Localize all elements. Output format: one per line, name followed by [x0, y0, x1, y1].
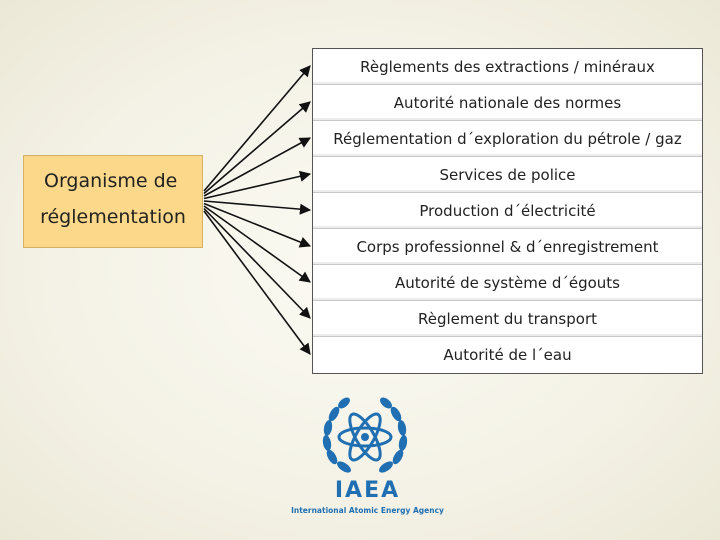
iaea-acronym: IAEA — [334, 478, 401, 503]
target-oil-gas-regulation: Réglementation d´exploration du pétrole / gaz — [313, 121, 702, 157]
iaea-full-name: International Atomic Energy Agency — [291, 506, 444, 515]
source-box-regulatory-body — [23, 155, 203, 248]
arrow-to-target-5 — [204, 201, 310, 210]
target-mining-regulations: Règlements des extractions / minéraux — [313, 49, 702, 85]
target-national-standards: Autorité nationale des normes — [313, 85, 702, 121]
target-transport-regulation: Règlement du transport — [313, 301, 702, 337]
arrow-to-target-1 — [204, 66, 310, 191]
arrow-to-target-7 — [204, 206, 310, 282]
iaea-emblem-icon — [320, 395, 410, 480]
target-water-authority: Autorité de l´eau — [313, 337, 702, 373]
arrow-to-target-2 — [204, 102, 310, 194]
target-professional-body: Corps professionnel & d´enregistrement — [313, 229, 702, 265]
source-label-line2: réglementation — [40, 206, 186, 228]
target-police-services: Services de police — [313, 157, 702, 193]
arrow-to-target-4 — [204, 174, 310, 199]
target-list — [312, 48, 703, 374]
target-electricity-production: Production d´électricité — [313, 193, 702, 229]
arrow-to-target-9 — [204, 211, 310, 354]
iaea-logo — [285, 395, 450, 525]
source-label-line1: Organisme de — [44, 170, 178, 192]
target-sewer-authority: Autorité de système d´égouts — [313, 265, 702, 301]
